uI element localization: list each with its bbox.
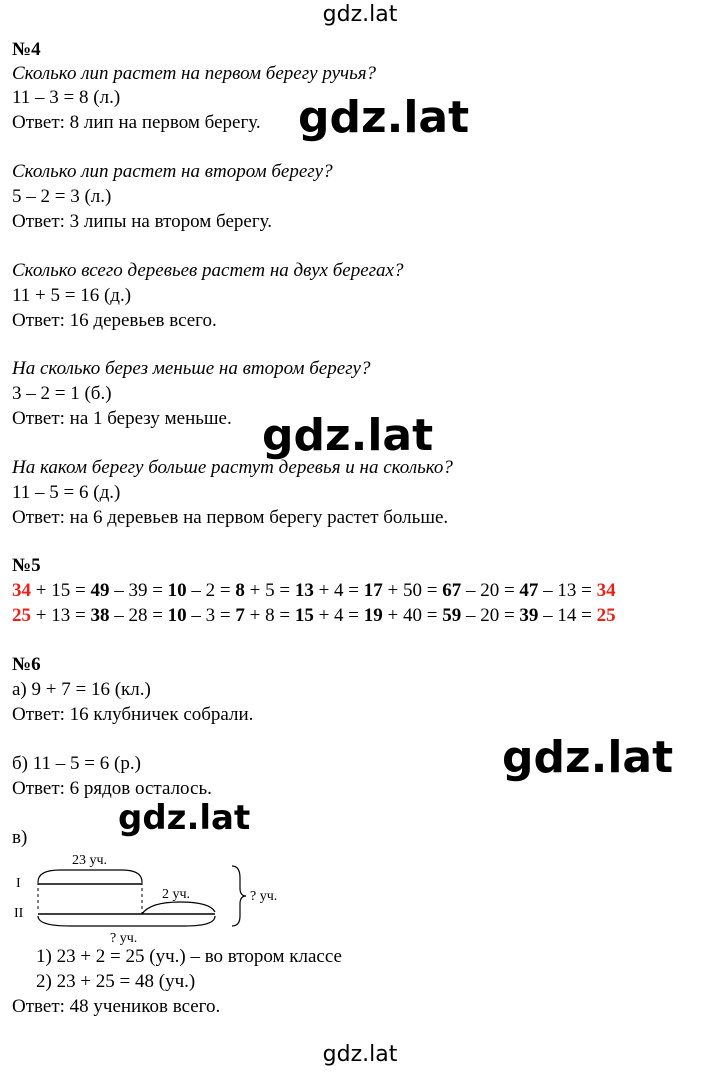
chain-operator: – 20 = xyxy=(461,580,520,601)
task4-solution-2: 5 – 2 = 3 (л.) xyxy=(12,186,112,207)
chain-operator: – 14 = xyxy=(538,605,597,626)
chain-value: 19 xyxy=(363,605,383,626)
watermark-overlay-1: gdz.lat xyxy=(298,92,470,143)
task6-c-answer: Ответ: 48 учеников всего. xyxy=(12,996,221,1017)
chain-operator: + 13 = xyxy=(31,605,91,626)
task4-question-3: Сколько всего деревьев растет на двух берегах? xyxy=(12,260,404,281)
task6-c-label: в) xyxy=(12,827,28,848)
chain-operator: + 15 = xyxy=(31,580,91,601)
task5-chain-1 xyxy=(12,579,616,603)
watermark-overlay-4: gdz.lat xyxy=(118,798,251,838)
task6-heading: №6 xyxy=(12,654,41,675)
chain-value: 25 xyxy=(12,605,31,626)
task4-answer-2: Ответ: 3 липы на втором берегу. xyxy=(12,211,272,232)
chain-value: 67 xyxy=(442,580,462,601)
chain-value: 39 xyxy=(519,605,539,626)
watermark-overlay-3: gdz.lat xyxy=(502,732,674,783)
segment-diagram xyxy=(10,852,310,948)
task5-chain-2 xyxy=(12,604,616,628)
task4-question-4: На сколько берез меньше на втором берегу? xyxy=(12,358,371,379)
task4-solution-3: 11 + 5 = 16 (д.) xyxy=(12,285,132,306)
chain-operator: – 3 = xyxy=(186,605,236,626)
chain-value: 49 xyxy=(90,580,110,601)
task6-c-step-1: 1) 23 + 2 = 25 (уч.) – во втором классе xyxy=(36,946,342,967)
chain-value: 15 xyxy=(294,605,314,626)
chain-operator: + 4 = xyxy=(313,605,364,626)
task4-solution-4: 3 – 2 = 1 (б.) xyxy=(12,383,112,404)
chain-operator: – 39 = xyxy=(109,580,168,601)
chain-value: 10 xyxy=(167,605,187,626)
chain-value: 34 xyxy=(596,580,616,601)
chain-operator: – 28 = xyxy=(109,605,168,626)
chain-operator: + 40 = xyxy=(382,605,443,626)
chain-operator: – 13 = xyxy=(538,580,597,601)
diagram-top-label: 23 уч. xyxy=(72,853,108,868)
diagram-row-2-label: II xyxy=(14,906,24,921)
task6-a-solution: а) 9 + 7 = 16 (кл.) xyxy=(12,679,151,700)
chain-value: 59 xyxy=(442,605,462,626)
chain-value: 7 xyxy=(235,605,245,626)
diagram-extra-label: 2 уч. xyxy=(162,887,191,902)
diagram-row-1-label: I xyxy=(16,876,21,891)
watermark-bottom: gdz.lat xyxy=(322,1042,398,1067)
task4-question-5: На каком берегу больше растут деревья и на сколько? xyxy=(12,457,453,478)
task4-question-2: Сколько лип растет на втором берегу? xyxy=(12,161,333,182)
task6-b-answer: Ответ: 6 рядов осталось. xyxy=(12,778,212,799)
task4-answer-3: Ответ: 16 деревьев всего. xyxy=(12,310,217,331)
chain-value: 8 xyxy=(235,580,245,601)
task6-c-step-2: 2) 23 + 25 = 48 (уч.) xyxy=(36,971,196,992)
task4-solution-5: 11 – 5 = 6 (д.) xyxy=(12,482,121,503)
diagram-brace xyxy=(232,866,246,926)
task6-a-answer: Ответ: 16 клубничек собрали. xyxy=(12,704,254,725)
diagram-bottom-arc xyxy=(38,916,215,926)
chain-value: 25 xyxy=(596,605,616,626)
diagram-bottom-label: ? уч. xyxy=(110,931,138,946)
task4-question-1: Сколько лип растет на первом берегу ручья? xyxy=(12,63,377,84)
chain-operator: + 4 = xyxy=(313,580,364,601)
watermark-overlay-2: gdz.lat xyxy=(262,410,434,461)
task4-answer-4: Ответ: на 1 березу меньше. xyxy=(12,408,232,429)
chain-operator: – 20 = xyxy=(461,605,520,626)
chain-value: 17 xyxy=(363,580,383,601)
task4-answer-5: Ответ: на 6 деревьев на первом берегу растет больше. xyxy=(12,507,449,528)
task5-heading: №5 xyxy=(12,555,41,576)
task6-b-solution: б) 11 – 5 = 6 (р.) xyxy=(12,753,141,774)
task4-solution-1: 11 – 3 = 8 (л.) xyxy=(12,87,121,108)
diagram-top-arc xyxy=(38,870,142,882)
chain-operator: + 5 = xyxy=(244,580,295,601)
diagram-extra-arc xyxy=(142,902,215,914)
diagram-brace-label: ? уч. xyxy=(250,889,278,904)
chain-value: 47 xyxy=(519,580,539,601)
task4-answer-1: Ответ: 8 лип на первом берегу. xyxy=(12,112,261,133)
chain-operator: – 2 = xyxy=(186,580,236,601)
chain-operator: + 8 = xyxy=(244,605,295,626)
chain-value: 13 xyxy=(294,580,314,601)
chain-value: 34 xyxy=(12,580,31,601)
watermark-top: gdz.lat xyxy=(322,2,398,27)
chain-operator: + 50 = xyxy=(382,580,443,601)
chain-value: 38 xyxy=(90,605,110,626)
task4-heading: №4 xyxy=(12,39,41,60)
chain-value: 10 xyxy=(167,580,187,601)
